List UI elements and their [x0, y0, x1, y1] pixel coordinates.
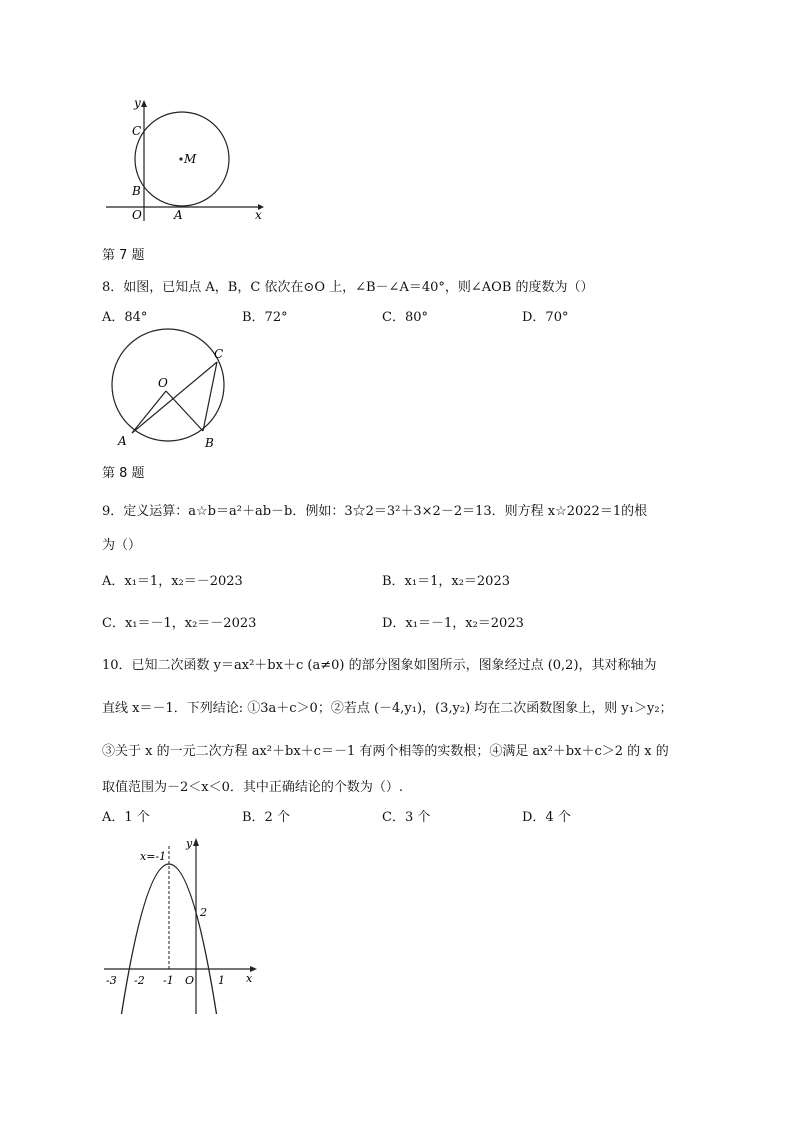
question-10-line1: 10．已知二次函数 y＝ax²＋bx＋c (a≠0) 的部分图象如图所示，图象经过点 (0,2)，其对称轴为 [102, 658, 657, 673]
label-two: 2 [200, 906, 207, 919]
segment-ob [166, 391, 203, 431]
label-x: x [246, 972, 253, 985]
figure-8-circle [104, 336, 234, 450]
label-o: O [132, 208, 142, 222]
question-10-line2: 直线 x＝－1．下列结论: ①3a＋c＞0；②若点 (－4,y₁)，(3,y₂) 均在二次函数图象上，则 y₁＞y₂； [102, 701, 673, 716]
label-m: M [184, 152, 197, 166]
question-8-stem: 8．如图，已知点 A，B，C 依次在⊙O 上，∠B－∠A＝40°，则∠AOB 的度数为（） [102, 280, 594, 295]
tick-m3: -3 [106, 974, 117, 987]
question-9-line2: 为（） [102, 538, 142, 553]
q10-option-a[interactable]: A．1 个 [102, 810, 150, 825]
q9-option-d[interactable]: D．x₁＝－1，x₂＝2023 [382, 616, 524, 631]
caption-figure-8: 第 8 题 [102, 466, 145, 481]
y-axis-arrow [193, 838, 199, 846]
y-axis-arrow [141, 100, 147, 107]
question-10-line4: 取值范围为－2＜x＜0．其中正确结论的个数为（）. [102, 780, 404, 795]
segment-oa [132, 391, 166, 433]
q10-option-c[interactable]: C．3 个 [382, 810, 431, 825]
circle-o [112, 329, 224, 441]
q8-option-c[interactable]: C．80° [382, 310, 428, 325]
question-10-line3: ③关于 x 的一元二次方程 ax²＋bx＋c＝－1 有两个相等的实数根；④满足 ax²＋bx＋c＞2 的 x 的 [102, 744, 669, 759]
label-axis: x=-1 [140, 850, 167, 863]
label-a: A [174, 208, 183, 222]
label-x: x [255, 208, 262, 222]
label-a: A [118, 434, 127, 448]
label-y: y [134, 96, 141, 110]
label-b: B [205, 436, 214, 450]
label-y: y [186, 837, 193, 850]
label-o: O [158, 376, 168, 390]
q8-option-d[interactable]: D．70° [522, 310, 569, 325]
tick-m2: -2 [134, 974, 145, 987]
center-dot [179, 157, 182, 160]
q10-option-d[interactable]: D．4 个 [522, 810, 571, 825]
q9-option-c[interactable]: C．x₁＝－1，x₂＝－2023 [102, 616, 257, 631]
figure-10-parabola [100, 832, 270, 1016]
q8-option-a[interactable]: A．84° [102, 310, 148, 325]
q9-option-b[interactable]: B．x₁＝1，x₂＝2023 [382, 574, 510, 589]
label-o: O [185, 974, 195, 987]
q8-option-b[interactable]: B．72° [242, 310, 288, 325]
tick-m1: -1 [163, 974, 174, 987]
tick-1: 1 [218, 974, 225, 987]
figure-7-circle-graph [100, 95, 270, 225]
label-c: C [132, 124, 142, 138]
label-b: B [132, 184, 141, 198]
q10-option-b[interactable]: B．2 个 [242, 810, 290, 825]
caption-figure-7: 第 7 题 [102, 248, 145, 263]
label-c: C [214, 347, 224, 361]
q9-option-a[interactable]: A．x₁＝1，x₂＝－2023 [102, 574, 243, 589]
question-9-line1: 9．定义运算：a☆b＝a²＋ab－b．例如：3☆2＝3²＋3×2－2＝13．则方程 x☆2022＝1的根 [102, 504, 648, 519]
